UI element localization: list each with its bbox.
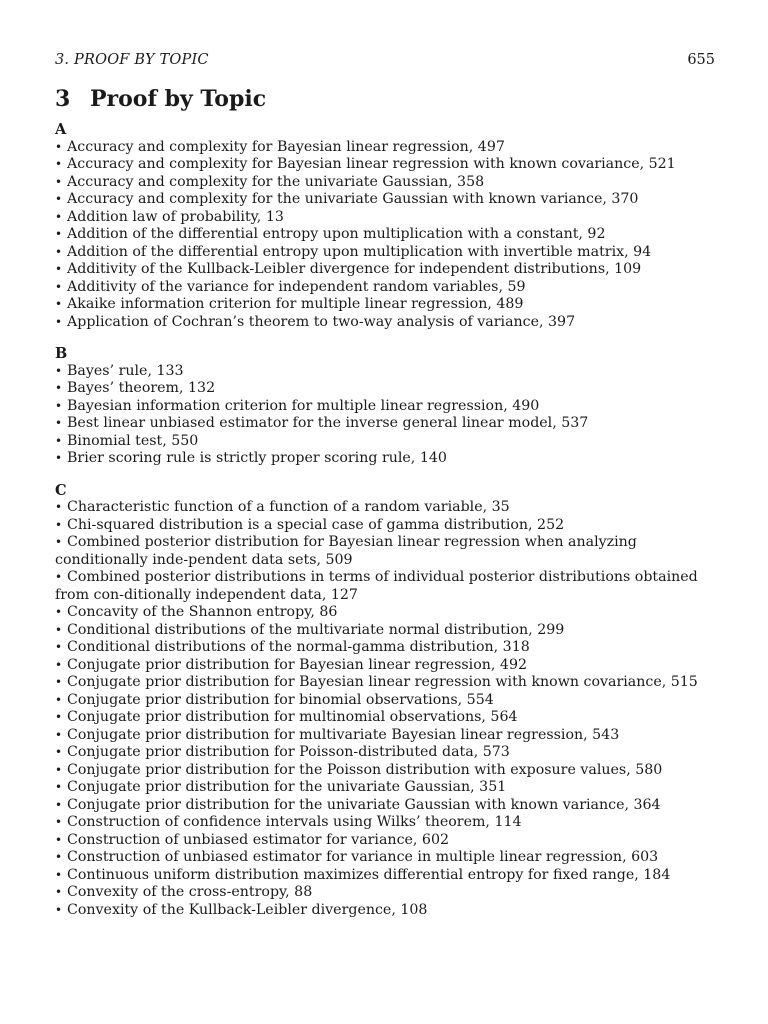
index-entry [55, 832, 715, 850]
index-entry [55, 244, 715, 262]
entry-text: Conjugate prior distribution for the univariate Gaussian with known variance, 364 [67, 796, 661, 813]
bullet-icon: • [55, 192, 63, 206]
entry-list [55, 139, 715, 332]
bullet-icon: • [55, 517, 63, 532]
entry-text: Bayes’ rule, 133 [67, 362, 184, 379]
index-entry [55, 380, 715, 398]
bullet-icon: • [55, 815, 63, 829]
bullet-icon: • [55, 797, 63, 812]
index-entry [55, 398, 715, 416]
index-entry [55, 727, 715, 745]
bullet-icon: • [55, 885, 63, 899]
entry-text: Construction of confidence intervals using Wilks’ theorem, 114 [67, 814, 522, 830]
bullet-icon: • [55, 657, 63, 672]
entry-text: Conjugate prior distribution for Bayesian linear regression, 492 [67, 656, 527, 673]
index-group-a [55, 121, 715, 331]
index-entry [55, 639, 715, 657]
group-letter: B [55, 345, 68, 362]
bullet-icon: • [55, 692, 63, 707]
bullet-icon: • [55, 570, 63, 584]
entry-text: Accuracy and complexity for Bayesian linear regression, 497 [67, 138, 505, 155]
entry-text: Brier scoring rule is strictly proper scoring rule, 140 [67, 450, 447, 466]
index-entry [55, 156, 715, 174]
bullet-icon: • [55, 745, 63, 759]
index-entry [55, 139, 715, 157]
entry-text: Additivity of the variance for independent random variables, 59 [67, 278, 526, 295]
section-heading [55, 86, 715, 112]
index-entry [55, 363, 715, 381]
group-letter: C [55, 481, 67, 499]
index-entry [55, 692, 715, 710]
index-entry [55, 174, 715, 192]
entry-text: Characteristic function of a function of a random variable, 35 [67, 499, 510, 515]
bullet-icon: • [55, 433, 63, 448]
bullet-icon: • [55, 640, 63, 654]
entry-text: Addition law of probability, 13 [67, 208, 284, 225]
bullet-icon: • [55, 535, 63, 549]
entry-text: Conditional distributions of the multivariate normal distribution, 299 [67, 621, 565, 638]
bullet-icon: • [55, 605, 63, 619]
index-entry [55, 902, 715, 920]
entry-text: Construction of unbiased estimator for variance, 602 [67, 831, 450, 848]
entry-text: Conjugate prior distribution for Poisson-distributed data, 573 [67, 744, 510, 760]
entry-text: Continuous uniform distribution maximizes differential entropy for fixed range, 184 [67, 866, 671, 883]
index-entry [55, 499, 715, 517]
index-entry [55, 814, 715, 832]
index-entry [55, 867, 715, 885]
bullet-icon: • [55, 416, 63, 430]
entry-text: Convexity of the Kullback-Leibler divergence, 108 [67, 901, 428, 918]
bullet-icon: • [55, 279, 63, 294]
index-entry [55, 279, 715, 297]
entry-text: Conjugate prior distribution for multinomial observations, 564 [67, 709, 518, 725]
entry-text: Accuracy and complexity for the univariate Gaussian, 358 [67, 173, 485, 190]
bullet-icon: • [55, 209, 63, 224]
entry-text: Concavity of the Shannon entropy, 86 [67, 604, 338, 620]
index-entry [55, 762, 715, 780]
bullet-icon: • [55, 244, 63, 259]
entry-text: Additivity of the Kullback-Leibler divergence for independent distributions, 109 [67, 261, 642, 277]
index-entry [55, 709, 715, 727]
index-entry [55, 534, 715, 569]
entry-text: Bayes’ theorem, 132 [67, 380, 216, 396]
entry-text: Addition of the differential entropy upon multiplication with invertible matrix, 94 [67, 243, 652, 260]
index-entry [55, 450, 715, 468]
bullet-icon: • [55, 227, 63, 241]
index-entry [55, 674, 715, 692]
entry-text: Conjugate prior distribution for multivariate Bayesian linear regression, 543 [67, 726, 620, 743]
entry-text: Application of Cochran’s theorem to two-way analysis of variance, 397 [67, 313, 576, 330]
group-letter: A [55, 121, 67, 138]
bullet-icon: • [55, 780, 63, 794]
bullet-icon: • [55, 762, 63, 777]
entry-text: Accuracy and complexity for the univariate Gaussian with known variance, 370 [67, 191, 639, 207]
bullet-icon: • [55, 174, 63, 189]
bullet-icon: • [55, 297, 63, 311]
entry-text: Construction of unbiased estimator for variance in multiple linear regression, 603 [67, 849, 659, 865]
index-entry [55, 622, 715, 640]
index-entry [55, 209, 715, 227]
bullet-icon: • [55, 832, 63, 847]
bullet-icon: • [55, 381, 63, 395]
entry-text: Binomial test, 550 [67, 432, 199, 449]
index-entry [55, 296, 715, 314]
entry-text: Convexity of the cross-entropy, 88 [67, 884, 313, 900]
index-group-c [55, 482, 715, 920]
bullet-icon: • [55, 451, 63, 465]
entry-text: Akaike information criterion for multiple linear regression, 489 [67, 296, 524, 312]
entry-list [55, 499, 715, 919]
bullet-icon: • [55, 500, 63, 514]
index-entry [55, 517, 715, 535]
bullet-icon: • [55, 727, 63, 742]
entry-text: Addition of the differential entropy upon multiplication with a constant, 92 [67, 226, 606, 242]
entry-text: Conjugate prior distribution for the Poisson distribution with exposure values, 580 [67, 761, 663, 778]
entry-text: Accuracy and complexity for Bayesian linear regression with known covariance, 521 [67, 156, 676, 172]
bullet-icon: • [55, 398, 63, 413]
bullet-icon: • [55, 850, 63, 864]
index-entry [55, 779, 715, 797]
bullet-icon: • [55, 675, 63, 689]
entry-text: Combined posterior distributions in terms of individual posterior distributions obtained from con-ditionally independent data, 127 [55, 569, 698, 603]
index-page [55, 50, 715, 919]
bullet-icon: • [55, 622, 63, 637]
page-number: 655 [687, 52, 715, 68]
entry-text: Bayesian information criterion for multiple linear regression, 490 [67, 397, 540, 414]
section-title: Proof by Topic [90, 86, 267, 112]
index-entry [55, 884, 715, 902]
entry-text: Conjugate prior distribution for the univariate Gaussian, 351 [67, 779, 507, 795]
index-entry [55, 849, 715, 867]
index-entry [55, 226, 715, 244]
entry-text: Best linear unbiased estimator for the inverse general linear model, 537 [67, 415, 589, 431]
bullet-icon: • [55, 314, 63, 329]
entry-text: Combined posterior distribution for Bayesian linear regression when analyzing conditionally inde-pendent data sets, 509 [55, 534, 637, 568]
index-entry [55, 191, 715, 209]
section-number: 3 [55, 86, 71, 112]
index-entry [55, 657, 715, 675]
bullet-icon: • [55, 262, 63, 276]
index-entry [55, 415, 715, 433]
entry-list [55, 363, 715, 468]
bullet-icon: • [55, 363, 63, 378]
bullet-icon: • [55, 867, 63, 882]
bullet-icon: • [55, 710, 63, 724]
index-entry [55, 314, 715, 332]
running-title: 3. PROOF BY TOPIC [55, 52, 209, 68]
bullet-icon: • [55, 139, 63, 154]
entry-text: Chi-squared distribution is a special case of gamma distribution, 252 [67, 516, 565, 533]
entry-text: Conjugate prior distribution for Bayesian linear regression with known covariance, 515 [67, 674, 698, 690]
index-group-b [55, 345, 715, 468]
running-header [55, 50, 715, 70]
bullet-icon: • [55, 902, 63, 917]
index-entry [55, 744, 715, 762]
index-entry [55, 261, 715, 279]
bullet-icon: • [55, 157, 63, 171]
index-entry [55, 604, 715, 622]
entry-text: Conjugate prior distribution for binomial observations, 554 [67, 691, 494, 708]
entry-text: Conditional distributions of the normal-gamma distribution, 318 [67, 639, 530, 655]
index-groups [55, 121, 715, 919]
index-entry [55, 797, 715, 815]
index-entry [55, 569, 715, 604]
index-entry [55, 433, 715, 451]
